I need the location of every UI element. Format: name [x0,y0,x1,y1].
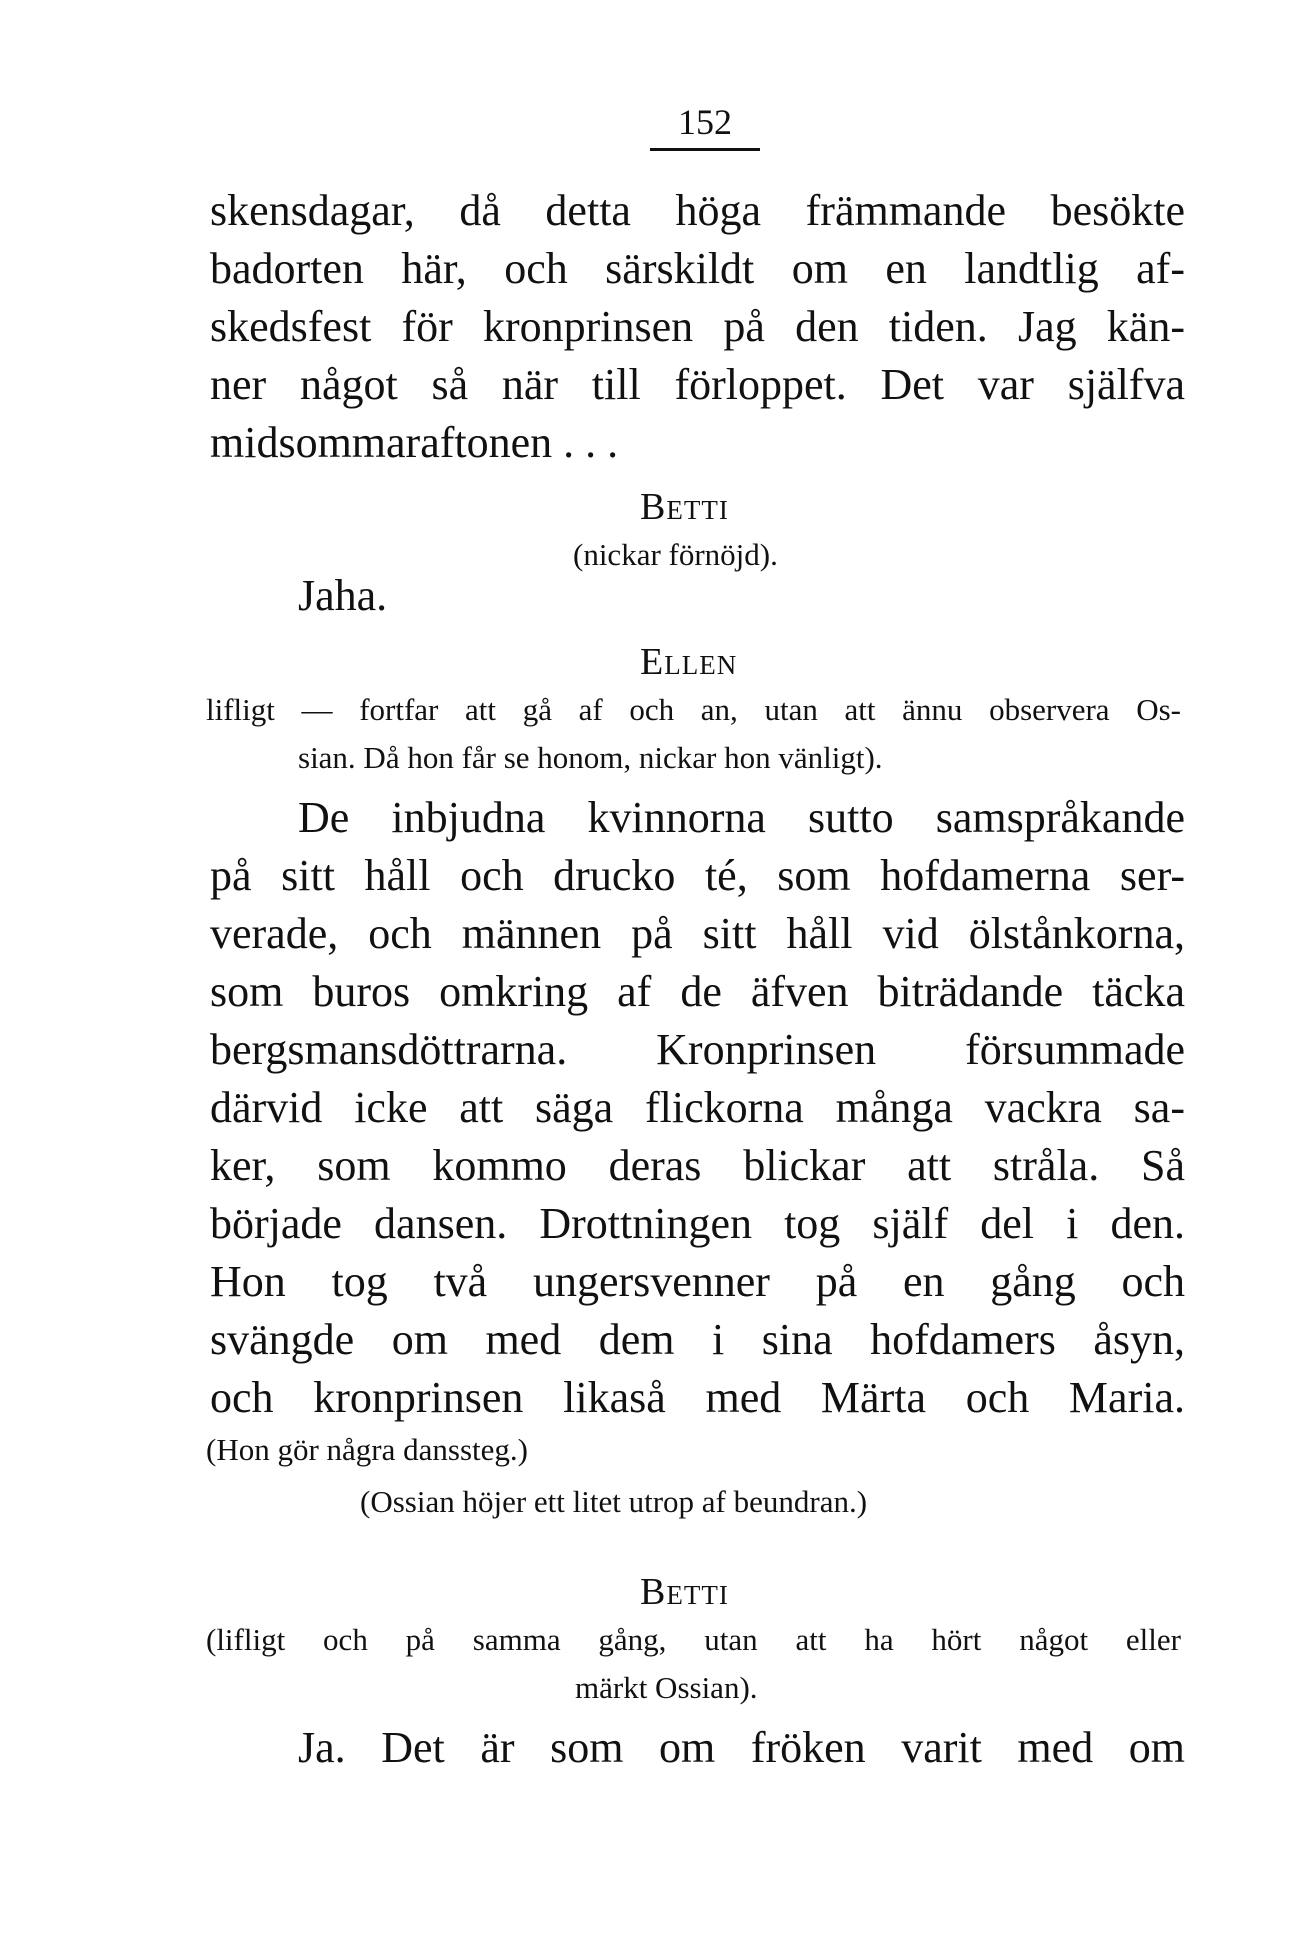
text-line: ker, som kommo deras blickar att stråla. Så [210,1141,1185,1190]
text-line: skensdagar, då detta höga främmande besökte [210,186,1185,235]
speaker-name: Betti [640,486,729,528]
text-line: badorten här, och särskildt om en landtlig af- [210,244,1185,293]
stage-direction: (nickar förnöjd). [573,537,778,572]
speaker-name: Betti [640,1571,729,1613]
text-line: verade, och männen på sitt håll vid ölstånkorna, [210,909,1185,958]
text-line: började dansen. Drottningen tog själf del i den. [210,1199,1185,1248]
text-line: bergsmansdöttrarna. Kronprinsen försummade [210,1025,1185,1074]
stage-direction: (Hon gör några danssteg.) [206,1432,528,1467]
text-line: som buros omkring af de äfven biträdande täcka [210,967,1185,1016]
text-line: därvid icke att säga flickorna många vackra sa- [210,1083,1185,1132]
speaker-name: Ellen [640,641,738,683]
text-line: och kronprinsen likaså med Märta och Maria. [210,1373,1185,1422]
stage-direction: (Ossian höjer ett litet utrop af beundran.) [360,1484,868,1519]
page-number: 152 [650,100,760,151]
text-line: midsommaraftonen . . . [210,418,619,467]
text-line: på sitt håll och drucko té, som hofdamerna ser- [210,851,1185,900]
stage-direction: lifligt — fortfar att gå af och an, utan att ännu observera Os- [206,692,1181,727]
dialogue-line: Jaha. [298,571,388,620]
text-line: svängde om med dem i sina hofdamers åsyn, [210,1315,1185,1364]
text-line: ner något så när till förloppet. Det var själfva [210,360,1185,409]
text-line: skedsfest för kronprinsen på den tiden. Jag kän- [210,302,1185,351]
text-line: De inbjudna kvinnorna sutto samspråkande [298,793,1185,842]
stage-direction: märkt Ossian). [575,1670,758,1705]
stage-direction: sian. Då hon får se honom, nickar hon vänligt). [298,740,883,775]
text-line: Hon tog två ungersvenner på en gång och [210,1257,1185,1306]
dialogue-line: Ja. Det är som om fröken varit med om [298,1723,1185,1772]
stage-direction: (lifligt och på samma gång, utan att ha hört något eller [206,1622,1181,1657]
